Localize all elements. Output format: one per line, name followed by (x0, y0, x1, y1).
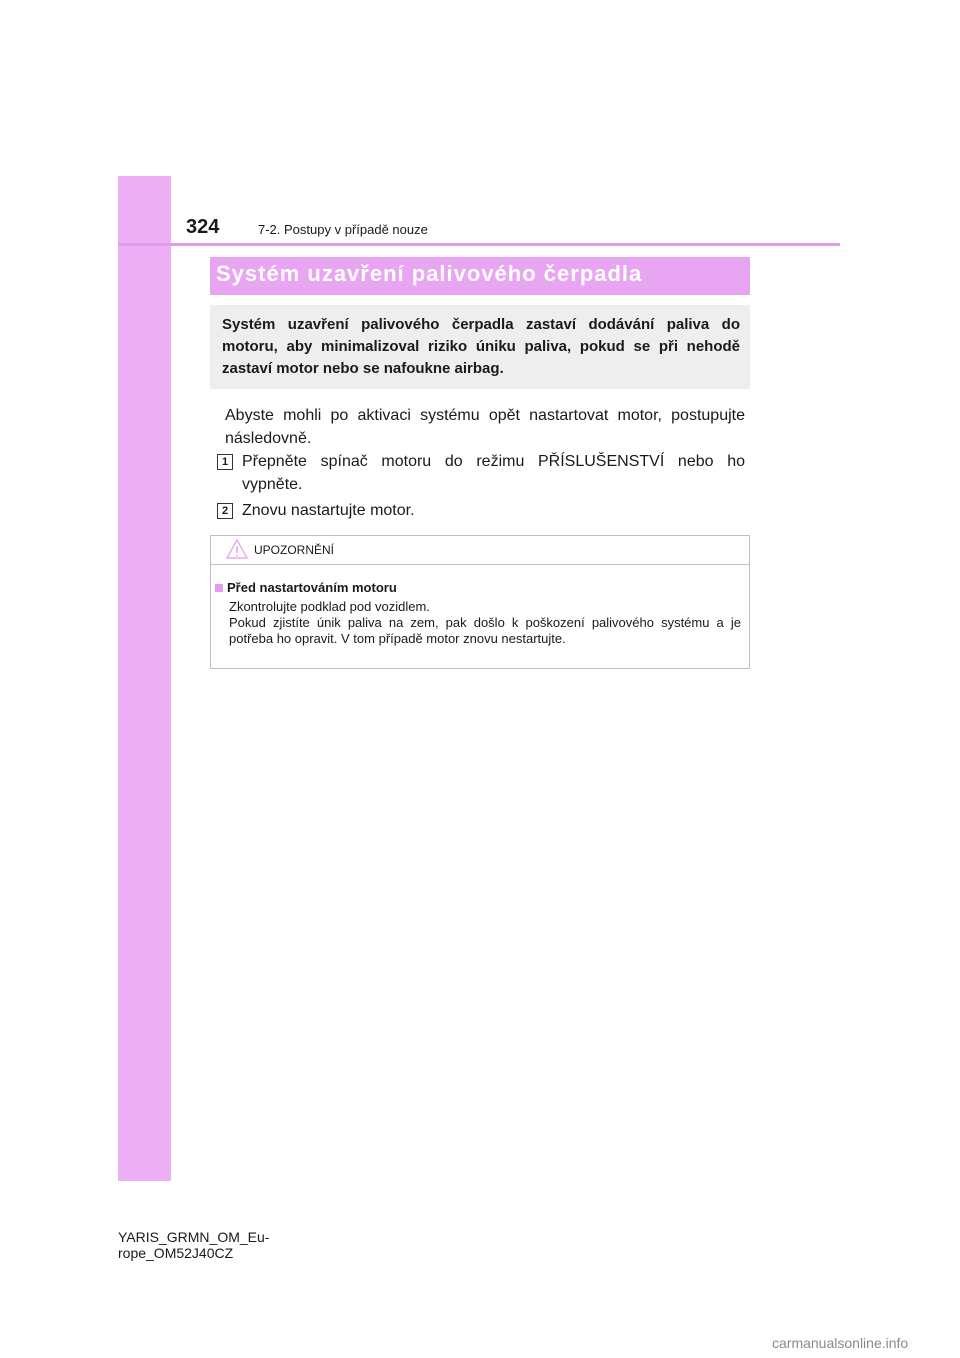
footer-line: rope_OM52J40CZ (118, 1245, 234, 1261)
warning-triangle-icon (225, 538, 249, 560)
page-number: 324 (186, 216, 220, 238)
document-code-footer (118, 1229, 269, 1261)
warning-subheading-text: Před nastartováním motoru (227, 580, 397, 595)
body-paragraph: Abyste mohli po aktivaci systému opět nastartovat motor, postupujte následovně. (225, 407, 745, 447)
warning-body (229, 599, 741, 647)
warning-header (211, 536, 749, 565)
intro-text: Systém uzavření palivového čerpadla zastaví dodávání paliva do motoru, aby minimalizoval riziko úniku paliva, pokud se při nehodě zastaví motor nebo se nafoukne airbag. (222, 316, 740, 377)
intro-box (210, 305, 750, 389)
warning-subheading (215, 580, 397, 595)
watermark: carmanualsonline.info (772, 1335, 909, 1351)
step-number-badge: 2 (217, 503, 233, 519)
chapter-tab-sidebar (118, 176, 171, 1181)
footer-line: YARIS_GRMN_OM_Eu- (118, 1229, 270, 1245)
section-title: 7-2. Postupy v případě nouze (258, 222, 428, 237)
bullet-square-icon (215, 584, 223, 592)
step-number-badge: 1 (217, 454, 233, 470)
step-text: Přepněte spínač motoru do režimu PŘÍSLUŠENSTVÍ nebo ho vypněte. (242, 453, 745, 493)
step-text: Znovu nastartujte motor. (242, 502, 415, 519)
warning-line: Pokud zjistíte únik paliva na zem, pak došlo k poškození palivového systému a je potřeba ho opravit. V tom případě motor znovu nestartujte. (229, 615, 741, 646)
title-bar (210, 257, 750, 295)
header-divider (118, 243, 840, 246)
warning-line: Zkontrolujte podklad pod vozidlem. (229, 599, 430, 614)
warning-label: UPOZORNĚNÍ (254, 543, 335, 557)
page-title: Systém uzavření palivového čerpadla (216, 261, 643, 286)
warning-box (210, 535, 750, 669)
